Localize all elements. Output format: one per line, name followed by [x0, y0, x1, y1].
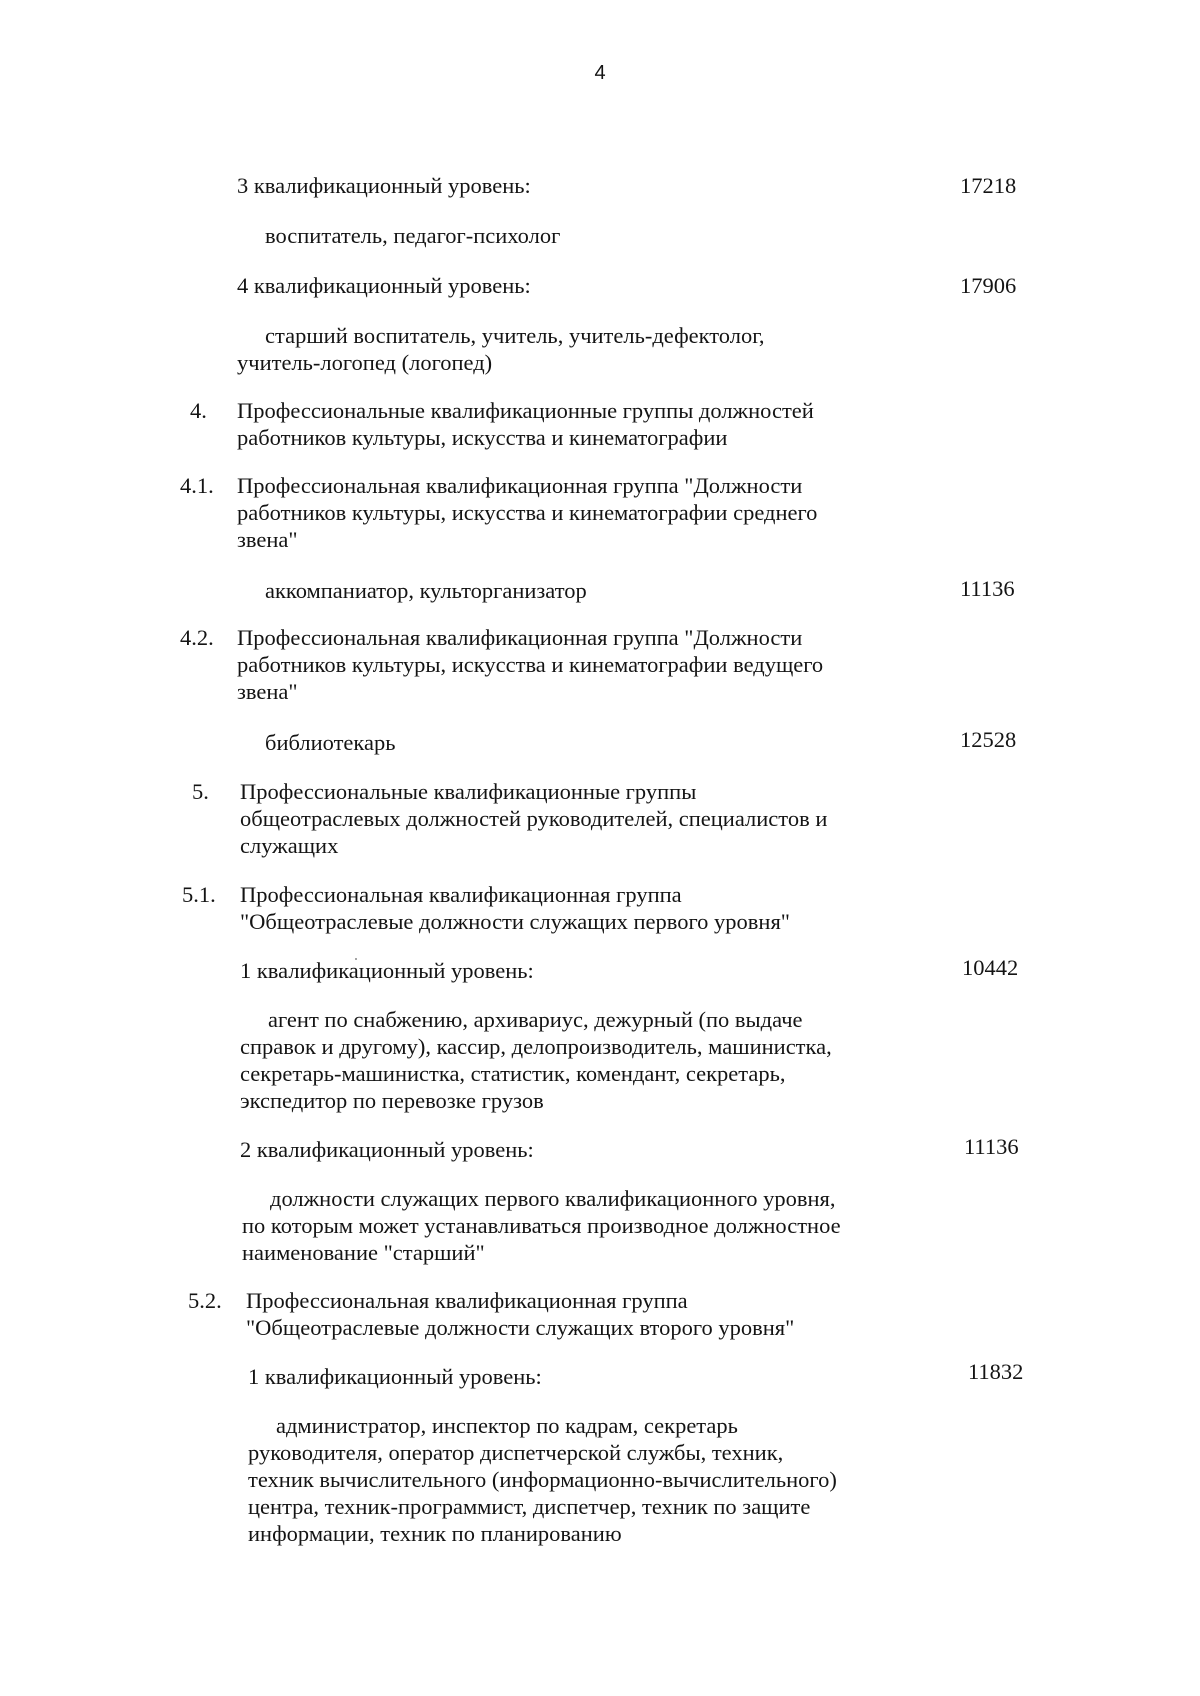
section-title: "Общеотраслевые должности служащих второго уровня": [246, 1315, 795, 1340]
section-number: 4.: [190, 398, 207, 423]
section-title: Профессиональная квалификационная группа "Должности: [237, 625, 803, 650]
salary-value: 17218: [960, 173, 1017, 198]
section-number: 5.: [192, 779, 209, 804]
section-title: работников культуры, искусства и кинематографии среднего: [237, 500, 818, 525]
section-title: Профессиональная квалификационная группа "Должности: [237, 473, 803, 498]
salary-value: 12528: [960, 727, 1017, 752]
positions-text: библиотекарь: [265, 730, 396, 755]
positions-text: информации, техник по планированию: [248, 1521, 622, 1546]
level-heading: 1 квалификационный уровень:: [248, 1364, 542, 1389]
page-number: 4: [594, 62, 606, 84]
positions-text: должности служащих первого квалификационного уровня,: [270, 1186, 836, 1211]
positions-text: руководителя, оператор диспетчерской службы, техник,: [248, 1440, 784, 1465]
section-number: 4.2.: [180, 625, 214, 650]
positions-text: секретарь-машинистка, статистик, комендант, секретарь,: [240, 1061, 786, 1086]
section-title: звена": [237, 679, 298, 704]
positions-text: воспитатель, педагог-психолог: [265, 223, 561, 248]
positions-text: старший воспитатель, учитель, учитель-дефектолог,: [265, 323, 765, 348]
positions-text: аккомпаниатор, культорганизатор: [265, 578, 587, 603]
section-number: 5.1.: [182, 882, 216, 907]
positions-text: администратор, инспектор по кадрам, секретарь: [276, 1413, 738, 1438]
positions-text: учитель-логопед (логопед): [237, 350, 493, 375]
positions-text: техник вычислительного (информационно-вычислительного): [248, 1467, 837, 1492]
positions-text: центра, техник-программист, диспетчер, техник по защите: [248, 1494, 811, 1519]
salary-value: 11832: [968, 1359, 1024, 1384]
salary-value: 11136: [964, 1134, 1019, 1159]
section-title: Профессиональные квалификационные группы: [240, 779, 697, 804]
section-number: 4.1.: [180, 473, 214, 498]
section-title: Профессиональная квалификационная группа: [240, 882, 682, 907]
section-title: работников культуры, искусства и кинематографии ведущего: [237, 652, 824, 677]
positions-text: наименование "старший": [242, 1240, 485, 1265]
positions-text: по которым может устанавливаться производное должностное: [242, 1213, 841, 1238]
level-heading: 4 квалификационный уровень:: [237, 273, 531, 298]
section-number: 5.2.: [188, 1288, 222, 1313]
level-heading: 1 квалификационный уровень:: [240, 958, 534, 983]
positions-text: агент по снабжению, архивариус, дежурный (по выдаче: [268, 1007, 803, 1032]
section-title: Профессиональная квалификационная группа: [246, 1288, 688, 1313]
salary-value: 17906: [960, 273, 1017, 298]
positions-text: экспедитор по перевозке грузов: [240, 1088, 544, 1113]
level-heading: 3 квалификационный уровень:: [237, 173, 531, 198]
section-title: звена": [237, 527, 298, 552]
section-title: "Общеотраслевые должности служащих первого уровня": [240, 909, 790, 934]
section-title: общеотраслевых должностей руководителей, специалистов и: [240, 806, 828, 831]
section-title: служащих: [240, 833, 339, 858]
salary-value: 10442: [962, 955, 1019, 980]
section-title: Профессиональные квалификационные группы должностей: [237, 398, 814, 423]
level-heading: 2 квалификационный уровень:: [240, 1137, 534, 1162]
section-title: работников культуры, искусства и кинематографии: [237, 425, 728, 450]
positions-text: справок и другому), кассир, делопроизводитель, машинистка,: [240, 1034, 832, 1059]
salary-value: 11136: [960, 576, 1015, 601]
